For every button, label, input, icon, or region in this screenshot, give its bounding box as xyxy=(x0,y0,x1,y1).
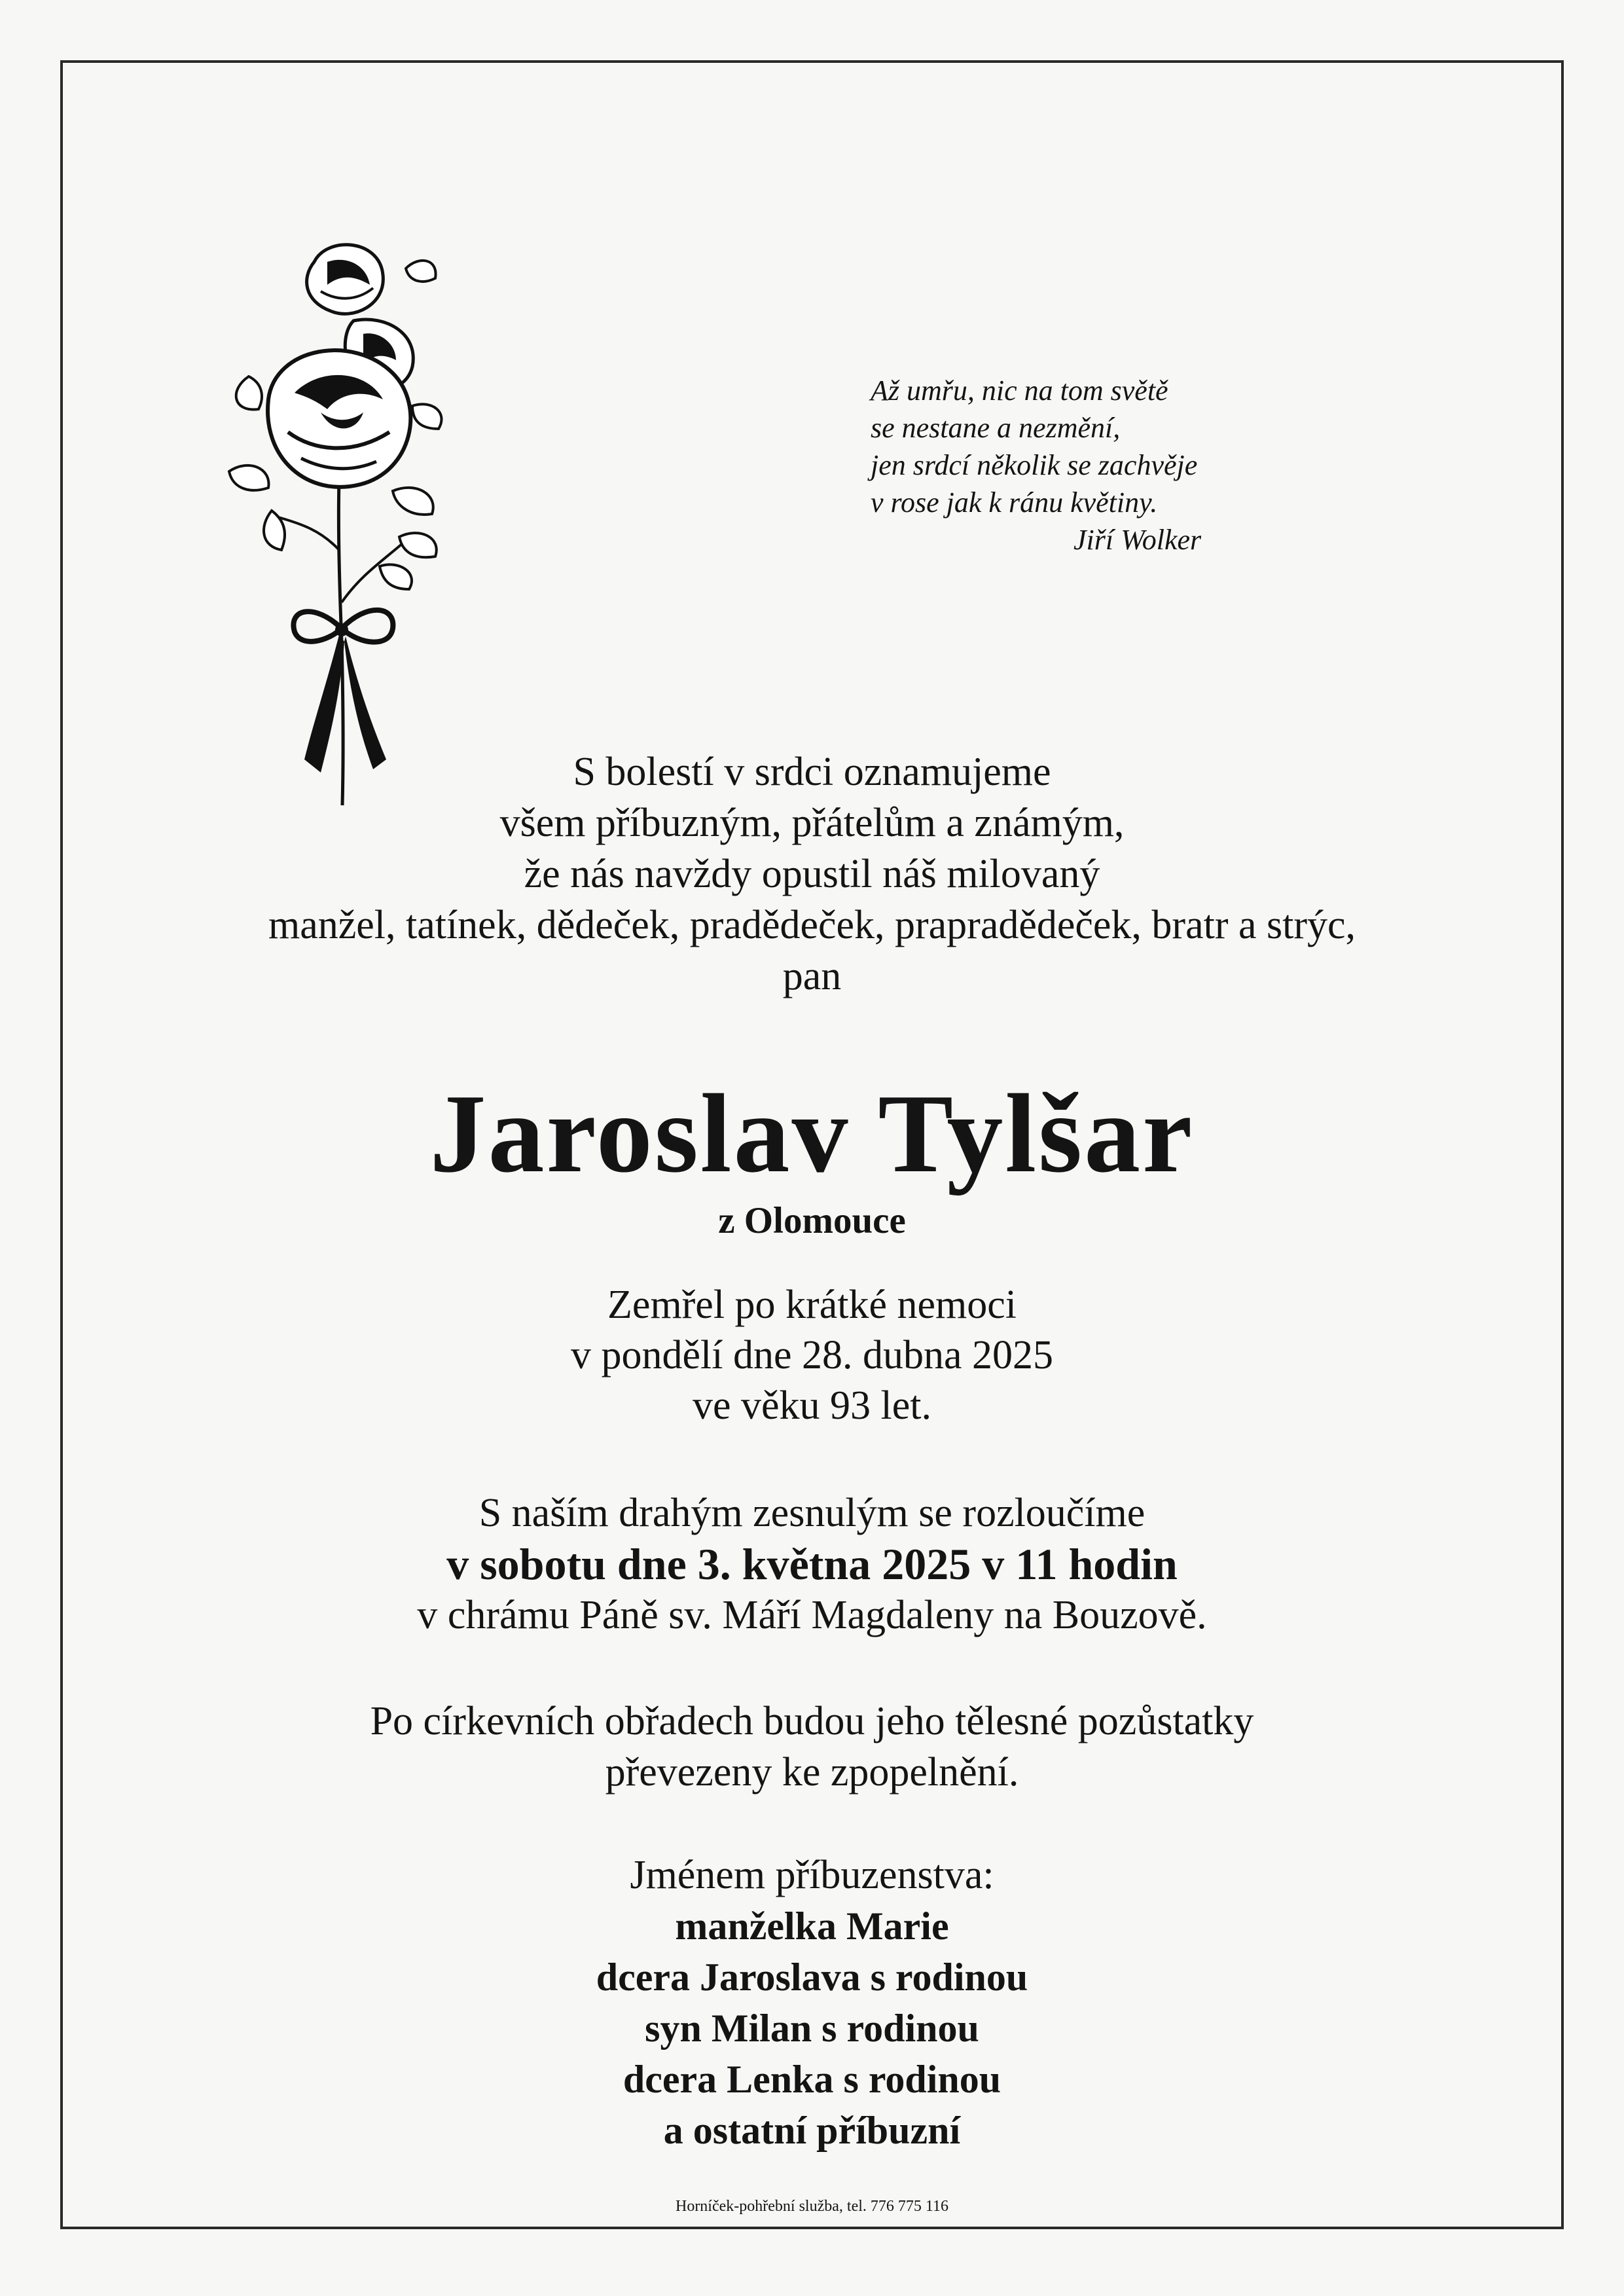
cremation-line: Po církevních obřadech budou jeho tělesné pozůstatky xyxy=(370,1699,1254,1743)
announcement-line: pan xyxy=(782,954,842,998)
poem-line: jen srdcí několik se zachvěje xyxy=(871,449,1198,481)
deceased-name: Jaroslav Tylšar xyxy=(429,1072,1195,1196)
poem xyxy=(871,372,1342,558)
farewell-datetime: v sobotu dne 3. května 2025 v 11 hodin xyxy=(446,1539,1178,1589)
poem-line: v rose jak k ránu květiny. xyxy=(871,486,1158,519)
death-line: ve věku 93 let. xyxy=(692,1383,931,1428)
death-line: Zemřel po krátké nemoci xyxy=(607,1283,1017,1327)
poem-author: Jiří Wolker xyxy=(1074,524,1202,556)
family-member: dcera Lenka s rodinou xyxy=(623,2058,1001,2101)
farewell-intro: S naším drahým zesnulým se rozloučíme xyxy=(478,1491,1146,1535)
announcement-line: manžel, tatínek, dědeček, pradědeček, prapradědeček, bratr a strýc, xyxy=(268,903,1356,947)
announcement-intro xyxy=(0,746,1624,1002)
family-member: manželka Marie xyxy=(675,1904,949,1948)
family-member: a ostatní příbuzní xyxy=(663,2109,961,2152)
cremation-line: převezeny ke zpopelnění. xyxy=(605,1750,1019,1795)
family-member: syn Milan s rodinou xyxy=(645,2007,979,2050)
death-info xyxy=(0,1280,1624,1431)
funeral-service-footer: Horníček-pohřební služba, tel. 776 775 116 xyxy=(675,2198,948,2215)
farewell-info xyxy=(0,1487,1624,1641)
farewell-place: v chrámu Páně sv. Máří Magdaleny na Bouzově. xyxy=(417,1593,1207,1637)
announcement-line: S bolestí v srdci oznamujeme xyxy=(573,750,1051,794)
family-intro: Jménem příbuzenstva: xyxy=(630,1853,994,1897)
family-member: dcera Jaroslava s rodinou xyxy=(596,1956,1028,1999)
announcement-line: všem příbuzným, přátelům a známým, xyxy=(499,801,1125,845)
family-list xyxy=(0,1850,1624,2156)
announcement-line: že nás navždy opustil náš milovaný xyxy=(524,852,1100,896)
death-line: v pondělí dne 28. dubna 2025 xyxy=(570,1333,1053,1377)
rose-illustration xyxy=(223,236,452,812)
cremation-info xyxy=(0,1696,1624,1798)
poem-line: Až umřu, nic na tom světě xyxy=(871,374,1168,407)
poem-line: se nestane a nezmění, xyxy=(871,412,1121,444)
deceased-origin: z Olomouce xyxy=(718,1200,906,1241)
